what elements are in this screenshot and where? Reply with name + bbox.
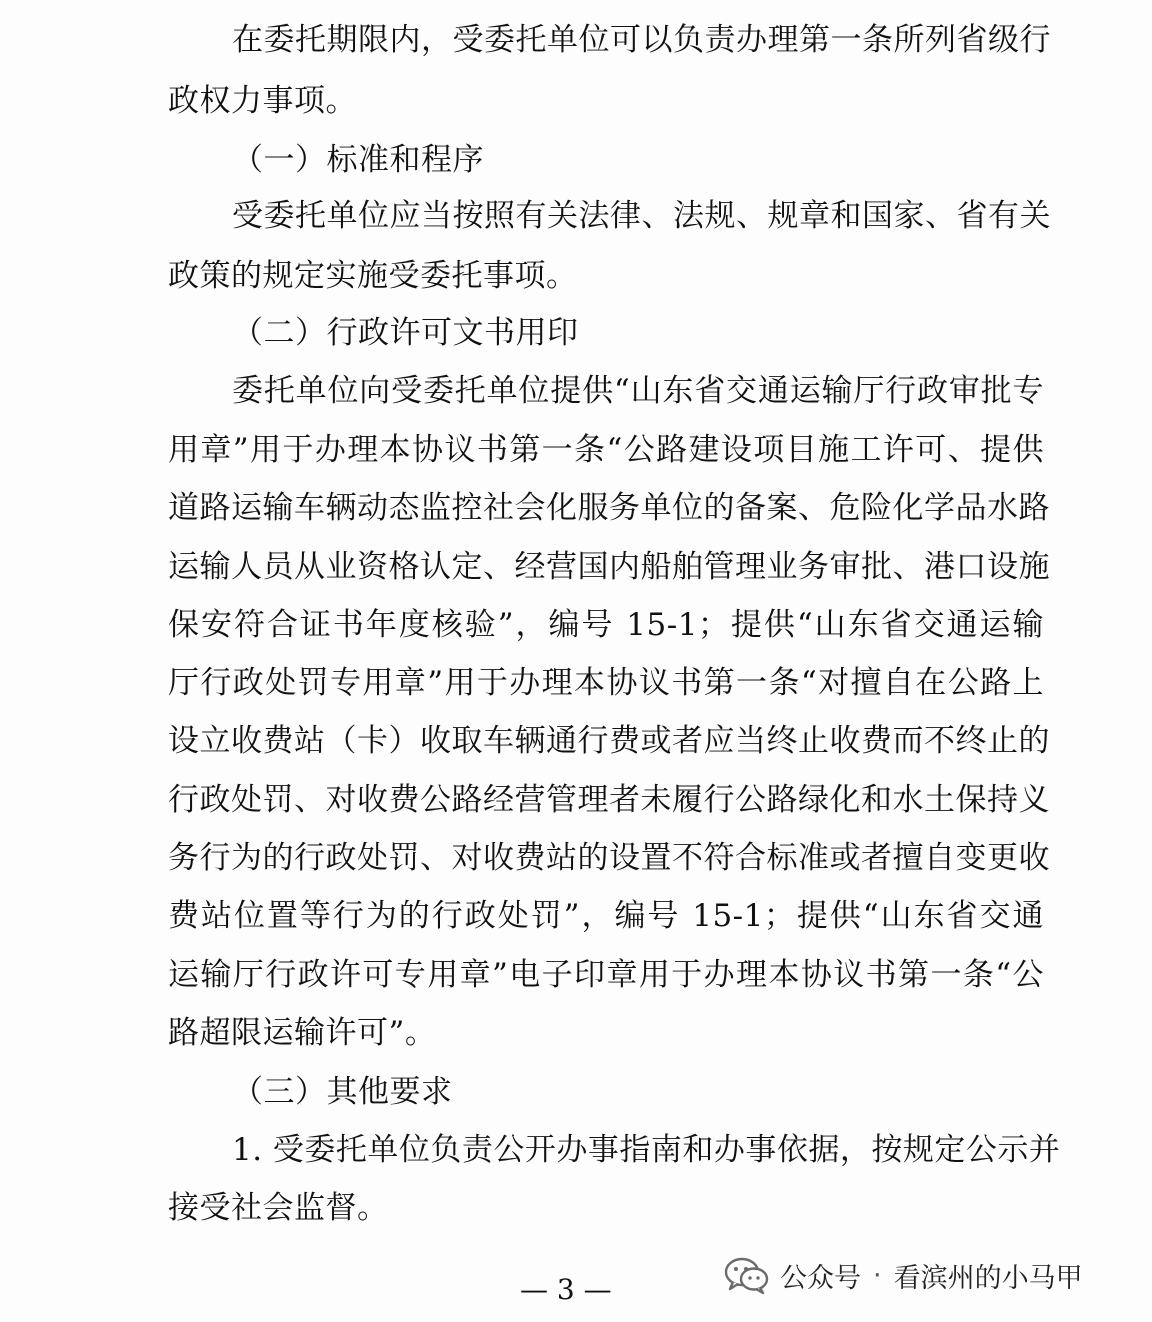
watermark-separator: ·	[873, 1259, 882, 1291]
section-heading: （二）行政许可文书用印	[232, 315, 579, 351]
paragraph-line: 务行为的行政处罚、对收费站的设置不符合标准或者擅自变更收	[168, 840, 1050, 876]
section-heading: （一）标准和程序	[232, 142, 484, 178]
paragraph-line: 受委托单位应当按照有关法律、法规、规章和国家、省有关	[232, 198, 1051, 234]
watermark-account: 看滨州的小马甲	[893, 1262, 1083, 1294]
paragraph-line: 用章”用于办理本协议书第一条“公路建设项目施工许可、提供	[168, 432, 1044, 468]
paragraph-line: 运输厅行政许可专用章”电子印章用于办理本协议书第一条“公	[168, 957, 1044, 993]
paragraph-line: 保安符合证书年度核验”，编号 15-1；提供“山东省交通运输	[168, 607, 1044, 643]
wechat-icon	[724, 1255, 770, 1295]
paragraph-line: 1. 受委托单位负责公开办事指南和办事依据，按规定公示并	[232, 1132, 1061, 1168]
paragraph-line: 接受社会监督。	[168, 1190, 389, 1226]
paragraph-line: 运输人员从业资格认定、经营国内船舶管理业务审批、港口设施	[168, 549, 1050, 585]
paragraph-line: 道路运输车辆动态监控社会化服务单位的备案、危险化学品水路	[168, 490, 1050, 526]
paragraph-line: 行政处罚、对收费公路经营管理者未履行公路绿化和水土保持义	[168, 782, 1050, 818]
paragraph-line: 委托单位向受委托单位提供“山东省交通运输厅行政审批专	[232, 373, 1044, 409]
page-number: — 3 —	[520, 1273, 612, 1306]
section-heading: （三）其他要求	[232, 1074, 453, 1110]
paragraph-line: 政权力事项。	[168, 83, 357, 119]
paragraph-line: 路超限运输许可”。	[168, 1015, 437, 1051]
paragraph-line: 设立收费站（卡）收取车辆通行费或者应当终止收费而不终止的	[168, 723, 1050, 759]
paragraph-line: 政策的规定实施受委托事项。	[168, 258, 578, 294]
paragraph-line: 在委托期限内，受委托单位可以负责办理第一条所列省级行	[232, 22, 1051, 58]
paragraph-line: 费站位置等行为的行政处罚”，编号 15-1；提供“山东省交通	[168, 898, 1044, 934]
wechat-watermark	[724, 1254, 1083, 1296]
paragraph-line: 厅行政处罚专用章”用于办理本协议书第一条“对擅自在公路上	[168, 665, 1044, 701]
watermark-prefix: 公众号	[780, 1262, 861, 1294]
